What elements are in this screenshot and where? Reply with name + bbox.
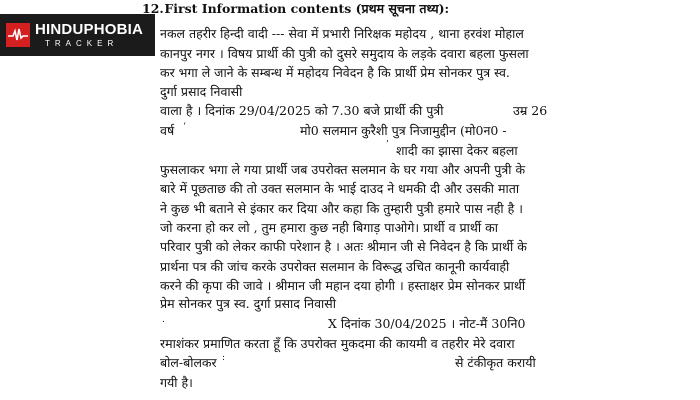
stray-mark: ’ — [386, 140, 389, 150]
body-line: बारे में पूछताछ की तो उक्त सलमान के भाई दाउद ने धमकी दी और उसकी माता — [160, 181, 520, 196]
hinduphobia-tracker-logo — [0, 14, 155, 56]
body-line: फुसलाकर भगा ले गया प्रार्थी जब उपरोक्त सलमान के घर गया और अपनी पुत्री के — [160, 162, 526, 177]
body-line: गयी है। — [160, 375, 193, 390]
body-line: ने कुछ भी बताने से इंकार कर दिया और कहा कि तुम्हारी पुत्री हमारे पास नही है । — [160, 201, 523, 216]
body-line: परिवार पुत्री को लेकर काफी परेशान है । अतः श्रीमान जी से निवेदन है कि प्रार्थी के — [160, 239, 527, 254]
body-line: प्रार्थना पत्र की जांच करके उपरोक्त सलमान के विरूद्ध उचित कानूनी कार्यवाही — [160, 259, 510, 274]
body-line: X दिनांक 30/04/2025 । नोट-मैं 30नि0 — [328, 316, 526, 331]
body-line: दुर्गा प्रसाद निवासी — [160, 84, 243, 99]
body-line: प्रेम सोनकर पुत्र स्व. दुर्गा प्रसाद निवासी — [160, 296, 336, 311]
body-line: करने की कृपा की जावे । श्रीमान जी महान दया होगी । हस्ताक्षर प्रेम सोनकर प्रार्थी — [160, 278, 526, 293]
logo-subtitle: TRACKER — [45, 39, 119, 48]
body-line: नकल तहरीर हिन्दी वादी --- सेवा में प्रभारी निरिक्षक महोदय , थाना हरवंश मोहाल — [160, 26, 524, 41]
section-number: 12. — [142, 1, 164, 16]
body-line: वर्ष — [160, 123, 175, 138]
body-line: उम्र 26 — [513, 103, 548, 118]
section-title: First Information contents — [164, 1, 352, 16]
body-line: कर भगा ले जाने के सम्बन्ध में महोदय निवेदन है कि प्रार्थी प्रेम सोनकर पुत्र स्व. — [160, 65, 510, 80]
logo-title: HINDUPHOBIA — [35, 21, 144, 38]
body-line: वाला है । दिनांक 29/04/2025 को 7.30 बजे प्रार्थी की पुत्री — [160, 103, 444, 118]
body-line: से टंकीकृत करायी — [455, 355, 536, 370]
body-line: कानपुर नगर । विषय प्रार्थी की पुत्री को दुसरे समुदाय के लड़के दवारा बहला फुसला — [160, 46, 529, 61]
body-line: मो0 सलमान कुरैशी पुत्र निजामुद्दीन (मो0न0 - — [300, 123, 507, 138]
body-line: शादी का झासा देकर बहला — [396, 143, 518, 158]
section-title-hindi: (प्रथम सूचना तथ्य): — [355, 1, 450, 16]
body-line: बोल-बोलकर — [160, 355, 217, 370]
section-heading — [142, 0, 449, 17]
ecg-heartbeat-icon — [6, 23, 30, 47]
body-line: जो करना हो कर लो , तुम हमारा कुछ नही बिगाड़ पाओगे। प्रार्थी व प्रार्थी का — [160, 220, 498, 235]
stray-mark: ‘ — [183, 122, 186, 132]
body-line: रमाशंकर प्रमाणित करता हूँ कि उपरोक्त मुकदमा की कायमी व तहरीर मेरे दवारा — [160, 336, 515, 351]
stray-mark: . — [162, 315, 165, 325]
stray-mark: : — [222, 353, 226, 363]
